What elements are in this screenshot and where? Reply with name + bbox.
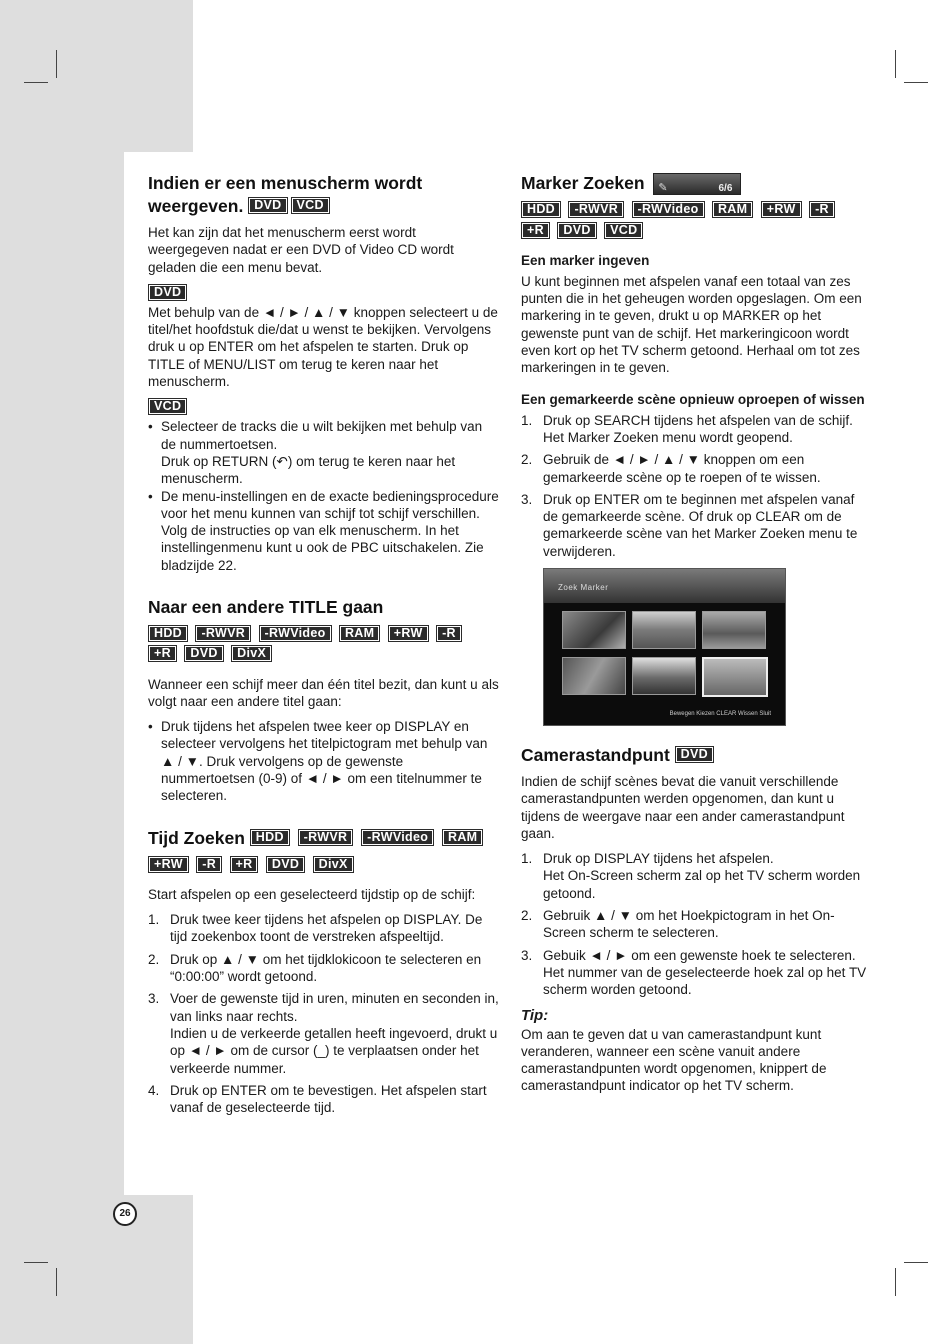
step-number: 2. — [148, 951, 160, 967]
section-title-text: Tijd Zoeken — [148, 827, 245, 848]
title-line-2: weergeven. — [148, 196, 244, 216]
step-text: Druk op ENTER om te bevestigen. Het afspelen start vanaf de geselecteerde tijd. — [170, 1082, 487, 1116]
bullet-list — [148, 718, 500, 804]
disc-badge: -RWVR — [195, 625, 251, 642]
crop-mark — [56, 1268, 57, 1296]
step-text: Voer de gewenste tijd in uren, minuten en seconden in, van links naar rechts. — [170, 991, 499, 1024]
thumbnail — [562, 611, 626, 649]
paragraph: Indien de schijf scènes bevat die vanuit verschillende camerastandpunten werden opgenomen, dan kunt u tijdens de weergave naar een ander camerastandpunt gaan. — [521, 774, 845, 841]
disc-badge: VCD — [604, 222, 643, 239]
list-item — [148, 951, 500, 986]
disc-badge: HDD — [250, 829, 290, 846]
disc-badges — [148, 856, 500, 876]
paragraph: U kunt beginnen met afspelen vanaf een totaal van zes punten die in het geheugen worden opgeslagen. Om een markering in te geven, drukt u op MARKER op het gewenste punt van de schijf. Het markeringicoon wordt even kort op het TV scherm getoond. Herhaal om tot zes markeringen in te geven. — [521, 273, 862, 376]
section-title — [148, 827, 500, 850]
disc-badge: -R — [809, 201, 835, 218]
numbered-list — [521, 850, 873, 998]
disc-badge: HDD — [148, 625, 188, 642]
disc-badge: DVD — [675, 746, 714, 763]
step-text: Gebuik ◄ / ► om een gewenste hoek te selecteren. Het nummer van de geselecteerde hoek zal op het TV scherm worden getoond. — [543, 947, 867, 998]
step-text: Het On-Screen scherm zal op het TV scherm worden getoond. — [543, 868, 861, 901]
disc-badge: DVD — [557, 222, 596, 239]
section-marker-search — [521, 172, 873, 726]
crop-mark — [904, 1262, 928, 1263]
list-item — [148, 418, 500, 487]
list-item — [521, 491, 873, 560]
right-column — [521, 172, 873, 1113]
step-text: Druk op DISPLAY tijdens het afspelen. — [543, 851, 774, 867]
page-margin-left — [0, 152, 124, 1195]
list-item-text: Selecteer de tracks die u wilt bekijken met behulp van de nummertoetsen. — [161, 419, 483, 452]
disc-badge: DivX — [231, 645, 272, 662]
step-number: 1. — [148, 912, 160, 928]
disc-badge: -RWVR — [298, 829, 354, 846]
screen-footer: Bewegen Kiezen CLEAR Wissen Sluit — [669, 711, 771, 717]
disc-badge: HDD — [521, 201, 561, 218]
marker-bar — [653, 173, 741, 195]
crop-mark — [904, 82, 928, 83]
step-number: 3. — [521, 491, 533, 507]
marker-search-screenshot — [543, 568, 786, 726]
list-item — [521, 850, 873, 902]
disc-badge: DVD — [248, 197, 287, 214]
section-time-search — [148, 827, 500, 1117]
disc-badge: VCD — [148, 398, 187, 415]
section-title — [521, 744, 873, 767]
thumbnail — [562, 657, 626, 695]
step-number: 1. — [521, 412, 533, 428]
paragraph: Het kan zijn dat het menuscherm eerst wordt weergegeven nadat er een DVD of Video CD wordt geladen die een menu bevat. — [148, 225, 454, 275]
disc-badge: VCD — [291, 197, 330, 214]
screen-title: Zoek Marker — [558, 583, 609, 592]
list-item-text: Druk op RETURN (↶) om terug te keren naar het menuscherm. — [161, 453, 456, 487]
section-title — [148, 172, 500, 218]
step-text: Gebruik de ◄ / ► / ▲ / ▼ knoppen om een gemarkeerde scène op te roepen of te wissen. — [543, 452, 821, 485]
section-other-title — [148, 596, 500, 805]
step-text: Druk op ▲ / ▼ om het tijdklokicoon te selecteren en “0:00:00” wordt getoond. — [170, 951, 482, 985]
disc-badge: DivX — [313, 856, 354, 873]
disc-badges — [521, 201, 873, 241]
list-item: • Druk tijdens het afspelen twee keer op DISPLAY en selecteer vervolgens het titelpictogram met behulp van ▲ / ▼. Druk vervolgens op de gewenste nummertoetsen (0-9) of ◄ / ► om een titelnummer te selecteren. — [148, 718, 500, 804]
list-item — [521, 451, 873, 486]
page-number: 26 — [113, 1202, 137, 1226]
paragraph: Wanneer een schijf meer dan één titel bezit, dan kunt u als volgt naar een andere titel gaan: — [148, 676, 499, 709]
thumbnail — [632, 611, 696, 649]
page-margin-bottom — [0, 1195, 193, 1344]
step-text: Druk op SEARCH tijdens het afspelen van de schijf. Het Marker Zoeken menu wordt geopend. — [543, 412, 853, 445]
disc-badge: +RW — [388, 625, 429, 642]
disc-badge: DVD — [148, 284, 187, 301]
thumbnail — [632, 657, 696, 695]
paragraph: Met behulp van de ◄ / ► / ▲ / ▼ knoppen selecteert u de titel/het hoofdstuk die/dat u wenst te bekijken. Vervolgens druk u op ENTER om het afspelen te starten. Druk op TITLE of MENU/LIST om terug te keren naar het menuscherm. — [148, 304, 498, 390]
left-column — [148, 172, 500, 1134]
disc-badge: +R — [148, 645, 177, 662]
subheading: Een gemarkeerde scène opnieuw oproepen of wissen — [521, 391, 865, 407]
step-text: Druk op ENTER om te beginnen met afspelen vanaf de gemarkeerde scène. Of druk op CLEAR om de gemarkeerde scène van het Marker Zoeken menu te verwijderen. — [543, 491, 858, 559]
disc-badge: DVD — [266, 856, 305, 873]
disc-badge: -RWVR — [568, 201, 624, 218]
marker-count: 6/6 — [718, 183, 733, 195]
thumbnail — [702, 611, 766, 649]
subheading: Een marker ingeven — [521, 252, 650, 268]
step-text: Gebruik ▲ / ▼ om het Hoekpictogram in het On-Screen scherm te selecteren. — [543, 908, 835, 941]
disc-badge: DVD — [184, 645, 223, 662]
step-number: 3. — [148, 991, 160, 1007]
bullet-list — [148, 418, 500, 574]
crop-mark — [24, 1262, 48, 1263]
disc-badge: +RW — [761, 201, 802, 218]
step-number: 2. — [521, 452, 533, 468]
thumbnail-selected — [702, 657, 768, 697]
step-number: 3. — [521, 947, 533, 963]
disc-badge: -RWVideo — [361, 829, 434, 846]
section-title-text: Marker Zoeken — [521, 173, 645, 193]
disc-badge: -RWVideo — [632, 201, 705, 218]
list-item — [521, 412, 873, 447]
numbered-list — [148, 911, 500, 1116]
crop-mark — [24, 82, 48, 83]
crop-mark — [895, 50, 896, 78]
step-number: 2. — [521, 908, 533, 924]
section-camera-angle — [521, 744, 873, 1095]
disc-badge: +R — [521, 222, 550, 239]
disc-badge: -R — [196, 856, 222, 873]
crop-mark — [56, 50, 57, 78]
disc-badge: RAM — [442, 829, 483, 846]
disc-badge: RAM — [339, 625, 380, 642]
list-item — [521, 907, 873, 942]
disc-badges — [148, 625, 500, 665]
marker-icon: ✎ — [658, 182, 668, 195]
step-number: 1. — [521, 851, 533, 867]
tip-label: Tip: — [521, 1006, 549, 1024]
step-text: Indien u de verkeerde getallen heeft ingevoerd, drukt u op ◄ / ► om de cursor (_) te verplaatsen onder het verkeerde nummer. — [170, 1025, 498, 1076]
title-line-1: Indien er een menuscherm wordt — [148, 173, 423, 193]
section-title-text: Camerastandpunt — [521, 745, 670, 765]
list-item: • De menu-instellingen en de exacte bedieningsprocedure voor het menu kunnen van schijf tot schijf verschillen. Volg de instructies op van elk menuscherm. In het instellingenmenu kunt u ook de PBC uitschakelen. Zie bladzijde 22. — [148, 488, 500, 574]
paragraph: Start afspelen op een geselecteerd tijdstip op de schijf: — [148, 886, 476, 902]
disc-badge: RAM — [712, 201, 753, 218]
disc-badge: -RWVideo — [259, 625, 332, 642]
disc-badge: +R — [230, 856, 259, 873]
list-item — [148, 1082, 500, 1117]
section-menu-screen — [148, 172, 500, 574]
list-item — [148, 911, 500, 946]
crop-mark — [895, 1268, 896, 1296]
section-title: Naar een andere TITLE gaan — [148, 597, 384, 618]
section-title — [521, 172, 873, 195]
step-number: 4. — [148, 1082, 160, 1098]
page-margin-top — [0, 0, 193, 152]
numbered-list — [521, 412, 873, 560]
disc-badge: -R — [436, 625, 462, 642]
tip-text: Om aan te geven dat u van camerastandpunt kunt veranderen, wanneer een scène vanuit andere camerastandpunten wordt opgenomen, knippert de camerastandpunt indicator op het TV scherm. — [521, 1026, 827, 1094]
list-item — [521, 947, 873, 999]
disc-badge: +RW — [148, 856, 189, 873]
step-text: Druk twee keer tijdens het afspelen op DISPLAY. De tijd zoekenbox toont de verstreken afspeeltijd. — [170, 912, 483, 945]
list-item — [148, 990, 500, 1076]
